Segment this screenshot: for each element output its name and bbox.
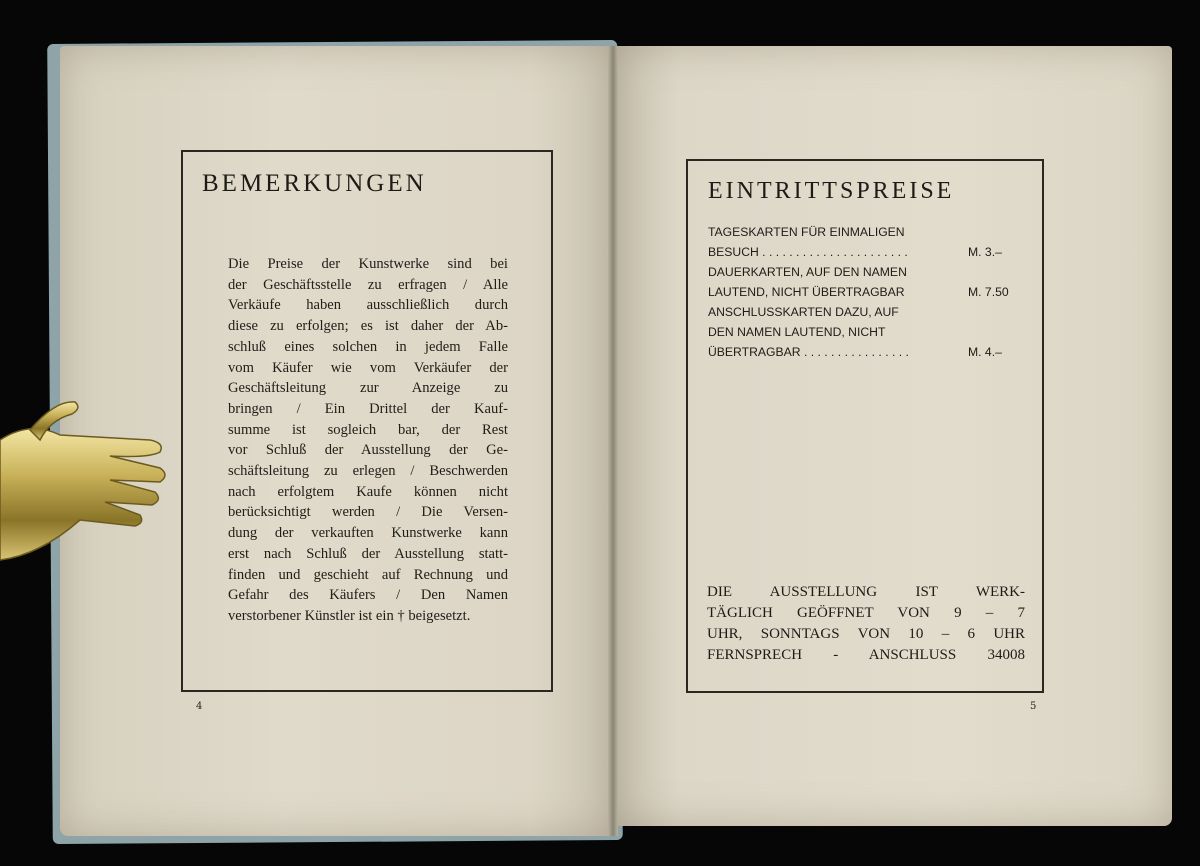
price-row	[708, 262, 1022, 282]
hours-line: TÄGLICH GEÖFFNET VON 9 – 7	[707, 605, 1025, 621]
price-row-amount: M. 4.–	[968, 345, 1002, 359]
remarks-line: berücksichtigt werden / Die Versen-	[228, 504, 508, 521]
price-row-text: BESUCH . . . . . . . . . . . . . . . . . . . . . .	[708, 245, 908, 259]
remarks-line: der Geschäftsstelle zu erfragen / Alle	[228, 276, 508, 293]
remarks-line: Geschäftsleitung zur Anzeige zu	[228, 380, 508, 397]
remarks-line: bringen / Ein Drittel der Kauf-	[228, 400, 508, 417]
price-row-amount: M. 7.50	[968, 285, 1009, 299]
price-row-text: ÜBERTRAGBAR . . . . . . . . . . . . . . . .	[708, 345, 909, 359]
remarks-line: dung der verkauften Kunstwerke kann	[228, 525, 508, 542]
remarks-heading: BEMERKUNGEN	[202, 170, 427, 197]
price-row	[708, 282, 1022, 302]
price-row-text: LAUTEND, NICHT ÜBERTRAGBAR	[708, 285, 905, 299]
price-row	[708, 342, 1022, 362]
remarks-line: Verkäufe haben ausschließlich durch	[228, 297, 508, 314]
opening-hours	[707, 582, 1025, 666]
remarks-line: vom Käufer wie vom Verkäufer der	[228, 359, 508, 376]
remarks-line: Gefahr des Käufers / Den Namen	[228, 587, 508, 604]
remarks-line: nach erfolgtem Kaufe können nicht	[228, 483, 508, 500]
price-row	[708, 242, 1022, 262]
price-row-amount	[968, 322, 1022, 342]
remarks-line: diese zu erfolgen; es ist daher der Ab-	[228, 318, 508, 335]
remarks-line: verstorbener Künstler ist ein † beigesetzt.	[228, 607, 471, 624]
remarks-line: vor Schluß der Ausstellung der Ge-	[228, 442, 508, 459]
price-row-amount: M. 3.–	[968, 245, 1002, 259]
brass-hand-icon	[0, 380, 170, 580]
remarks-line: erst nach Schluß der Ausstellung statt-	[228, 545, 508, 562]
remarks-line: schäftsleitung zu erlegen / Beschwerden	[228, 463, 508, 480]
price-row-text: TAGESKARTEN FÜR EINMALIGEN	[708, 225, 905, 239]
price-row-amount	[968, 222, 1022, 242]
price-row-text: DAUERKARTEN, AUF DEN NAMEN	[708, 265, 907, 279]
price-row-text: ANSCHLUSSKARTEN DAZU, AUF	[708, 305, 899, 319]
remarks-line: finden und geschieht auf Rechnung und	[228, 566, 508, 583]
price-row-amount	[968, 262, 1022, 282]
remarks-text	[228, 254, 508, 627]
page-number-right: 5	[1030, 701, 1037, 712]
remarks-line: Die Preise der Kunstwerke sind bei	[228, 256, 508, 272]
hours-line: DIE AUSSTELLUNG IST WERK-	[707, 584, 1025, 600]
remarks-line: schluß eines solchen in jedem Falle	[228, 338, 508, 355]
page-number-left: 4	[196, 701, 203, 712]
admission-heading: EINTRITTSPREISE	[708, 178, 955, 204]
hours-line: FERNSPRECH - ANSCHLUSS 34008	[707, 647, 1025, 663]
hours-line: UHR, SONNTAGS VON 10 – 6 UHR	[707, 626, 1025, 642]
book-gutter	[608, 46, 618, 836]
price-row	[708, 322, 1022, 342]
price-row-amount	[968, 302, 1022, 322]
price-row-text: DEN NAMEN LAUTEND, NICHT	[708, 325, 886, 339]
price-list	[708, 222, 1022, 362]
remarks-line: summe ist sogleich bar, der Rest	[228, 421, 508, 438]
price-row	[708, 222, 1022, 242]
price-row	[708, 302, 1022, 322]
